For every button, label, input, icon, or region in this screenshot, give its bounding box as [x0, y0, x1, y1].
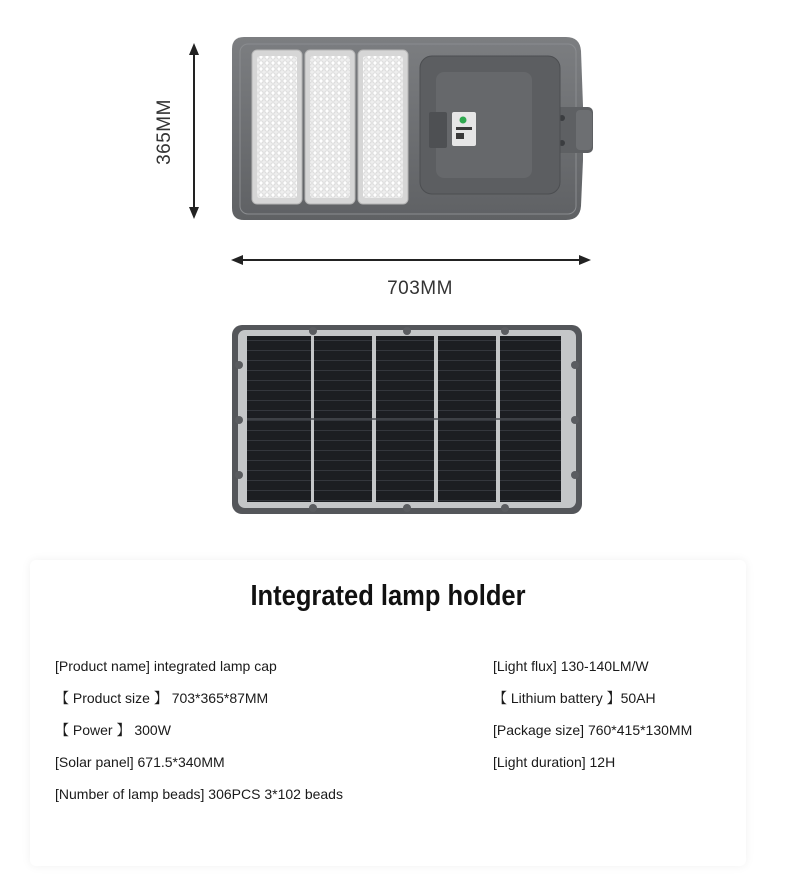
height-dimension — [145, 92, 185, 172]
width-dimension-arrow — [231, 255, 591, 265]
lamp-housing — [232, 37, 593, 220]
spec-solar-panel: [Solar panel] 671.5*340MM — [55, 754, 225, 770]
spec-lithium-battery: 【 Lithium battery 】50AH — [493, 690, 656, 706]
spec-product-size: 【 Product size 】 703*365*87MM — [55, 690, 269, 706]
spec-column-right — [493, 656, 692, 784]
spec-column-left — [55, 656, 343, 816]
controller-box — [420, 56, 560, 194]
led-module-1 — [252, 50, 302, 204]
solar-panel — [232, 325, 582, 514]
spec-lamp-beads: [Number of lamp beads] 306PCS 3*102 beads — [55, 786, 343, 802]
spec-package-size: [Package size] 760*415*130MM — [493, 722, 693, 738]
width-dimension-label: 703MM — [387, 278, 453, 299]
spec-power: 【 Power 】 300W — [55, 722, 171, 738]
led-module-3 — [358, 50, 408, 204]
spec-light-flux: [Light flux] 130-140LM/W — [493, 658, 649, 674]
specification-card — [30, 560, 746, 866]
height-dimension-arrow — [189, 43, 199, 219]
led-module-2 — [305, 50, 355, 204]
spec-product-name: [Product name] integrated lamp cap — [55, 658, 277, 674]
spec-title: Integrated lamp holder — [250, 580, 526, 612]
spec-light-duration: [Light duration] 12H — [493, 754, 616, 770]
height-dimension-label: 365MM — [154, 99, 176, 165]
